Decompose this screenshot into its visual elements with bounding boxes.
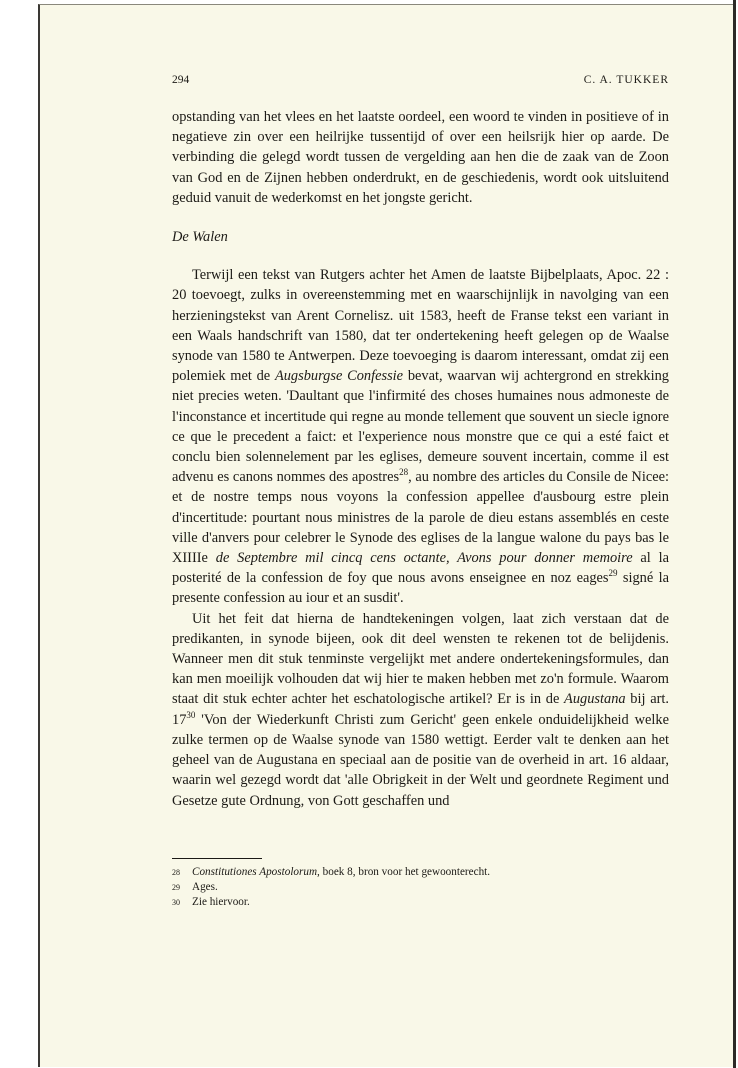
paragraph-3 <box>172 609 669 811</box>
paragraph-2 <box>172 265 669 608</box>
footnote-ref-29[interactable]: 29 <box>608 568 618 579</box>
footnote-ref-28[interactable]: 28 <box>399 467 409 478</box>
paragraph-2-text-g: signé la presente confession au iour et an susdit'. <box>172 570 669 607</box>
paragraph-2-text-f: al la posterité de la confession de foy que nous avons enseignee en noz eages <box>172 550 669 587</box>
scan-edge <box>733 0 736 1068</box>
paragraph-2-text-c: bevat, waarvan wij achtergrond en strekking niet precies weten. 'Daultant que l'infirmité des choses humaines nous admoneste de l'inconstance et incertitude qui regne au monde tellement que souvent un siecle ignore ce que le precedent a faict: et l'experience nous monstre que ce qui a esté faict et conclu bien solennelement par les eglises, demeure souvent incertain, comme il est advenu es canons nommes des apostres <box>172 368 669 486</box>
paragraph-3-italic-augustana: Augustana <box>564 691 626 708</box>
page-number: 294 <box>172 74 190 86</box>
footnote-30 <box>172 895 669 910</box>
footnote-28 <box>172 865 669 880</box>
paragraph-1: opstanding van het vlees en het laatste oordeel, een woord te vinden in positieve of in negatieve zin over een heilrijke tussentijd of over een heilsrijk hier op aarde. De verbinding die gelegd wordt tussen de vergelding aan hen die de zaak van de Zoon van God en de Zijnen hebben onderdrukt, en de geschiedenis, wordt ook uitsluitend geduid vanuit de wederkomst en het jongste gericht. <box>172 109 669 206</box>
page-header <box>172 74 669 90</box>
paragraph-3-text-d: 'Von der Wiederkunft Christi zum Gericht' geen enkele onduidelijkheid welke zulke termen op de Waalse synode van 1580 wettigt. Eerder valt te denken aan het geheel van de Augustana en speciaal aan de positie van de overheid in art. 16 aldaar, waarin wel gezegd wordt dat 'alle Obrigkeit in der Welt und geordnete Regiment und Gesetze gute Ordnung, von Gott geschaffen und <box>172 711 669 809</box>
paragraph-3-text-c: bij art. 17 <box>172 691 669 728</box>
running-head: C. A. TUKKER <box>583 74 669 86</box>
footnote-italic: Constitutiones Apostolorum, <box>192 866 320 878</box>
paragraph-3-text-a: Uit het feit dat hierna de handtekeningen volgen, laat zich verstaan dat de predikanten, in synode bijeen, ook dit deel wensten te rekenen tot de belijdenis. Wanneer men dit stuk tenminste vergelijkt met andere ondertekeningsformules, dan kan men moeilijk volhouden dat wij hier te maken hebben met zo'n formule. Waarom staat dit stuk echter achter het eschatologische artikel? Er is in de <box>172 610 669 708</box>
paragraph-2-italic-augsburgse: Augsburgse Confessie <box>274 368 404 385</box>
paragraph-2-text-a: Terwijl een tekst van Rutgers achter het Amen de laatste Bijbelplaats, Apoc. 22 : 20 toevoegt, zulks in overeenstemming met en waarschijnlijk in navolging van een herzieningstekst van Arent Cornelisz. uit 1583, heeft de Franse tekst een variant in een Waals handschrift van 1580, dat ter ondertekening heeft gelegen op de Waalse synode van 1580 te Antwerpen. Deze toevoeging is daarom interessant, omdat zij een polemiek met de <box>172 267 669 385</box>
footnote-number: 28 <box>172 868 180 877</box>
section-heading: De Walen <box>172 229 228 246</box>
footnote-body: boek 8, bron voor het gewoonterecht. <box>322 866 491 878</box>
footnote-body: Ages. <box>192 881 218 893</box>
footnote-number: 29 <box>172 883 180 892</box>
footnotes <box>172 865 669 910</box>
footnote-ref-30[interactable]: 30 <box>186 709 196 720</box>
footnote-number: 30 <box>172 898 180 907</box>
paragraph-2-text-d: , au nombre des articles du Consile de Nicee: et de nostre temps nous voyons la confession appellee d'ausbourg estre plein d'incertitude: pourtant nous ministres de la parole de dieu estans assemblés en ceste ville d'anvers pour celebrer le Synode des eglises de la langue walone du pays bas le XIIIIe <box>172 469 669 567</box>
footnote-body: Zie hiervoor. <box>192 896 250 908</box>
footnote-divider <box>172 858 262 859</box>
footnote-29 <box>172 880 669 895</box>
paragraph-2-italic-date: de Septembre mil cincq cens octante, Avons pour donner memoire <box>215 550 633 567</box>
footnote-text <box>192 865 669 880</box>
body-text <box>172 107 669 811</box>
